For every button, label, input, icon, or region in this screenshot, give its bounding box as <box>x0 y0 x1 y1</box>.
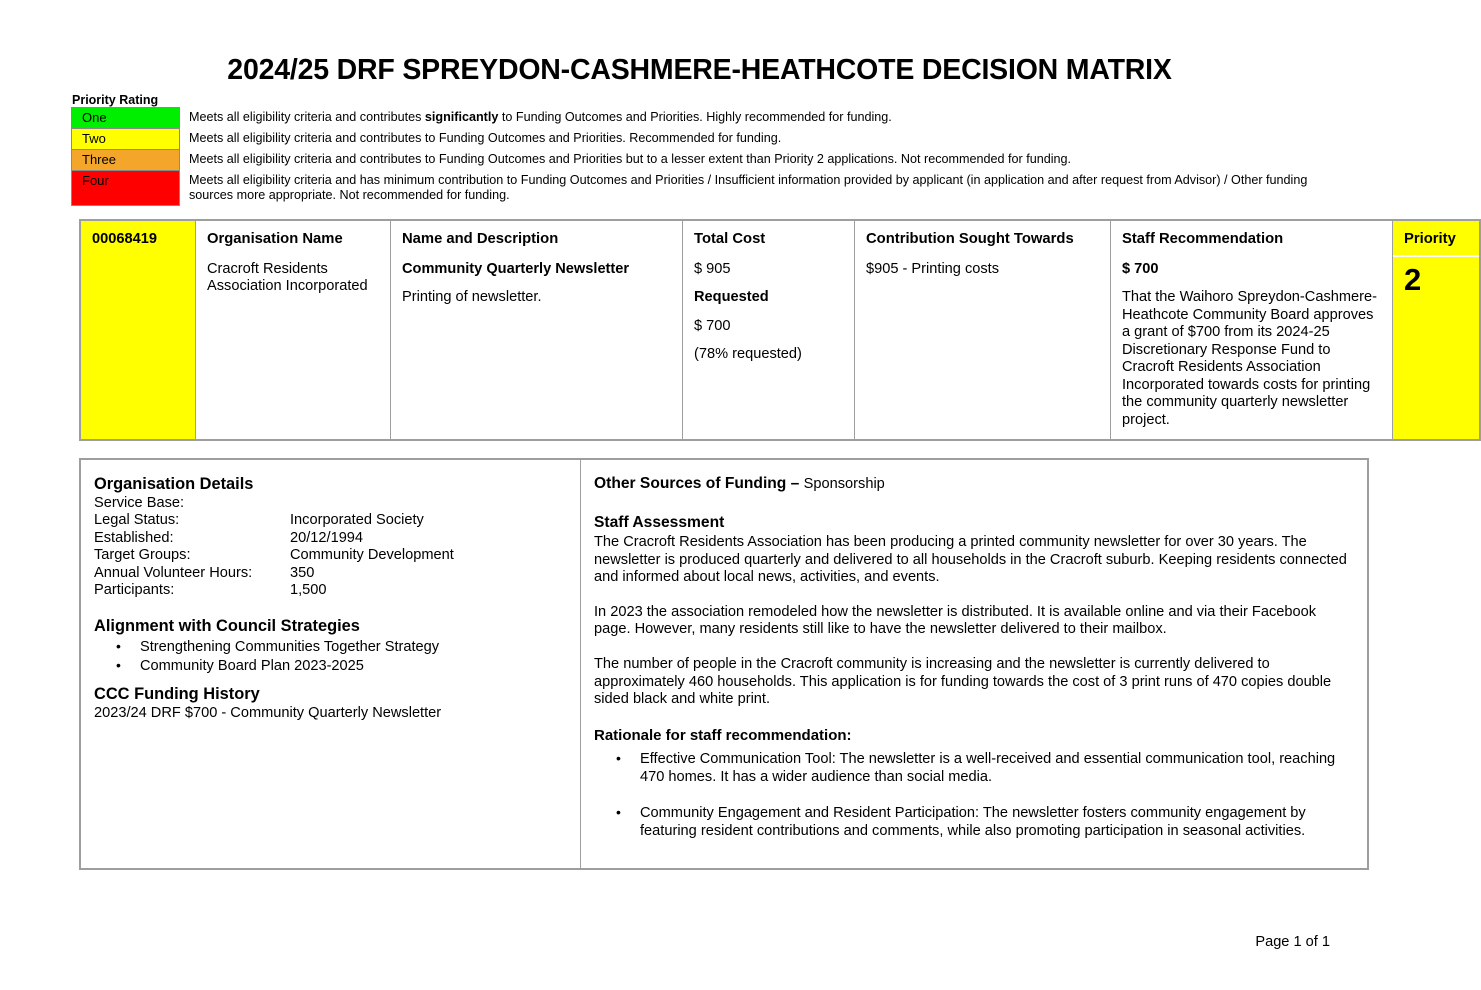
contribution-sought-cell <box>855 220 1111 440</box>
details-row <box>80 459 1368 869</box>
detail-row-established <box>94 530 454 547</box>
other-sources-value: Sponsorship <box>803 476 885 492</box>
priority-header: Priority <box>1393 221 1479 257</box>
legend-swatch-one: One <box>72 108 180 129</box>
detail-value-target-groups: Community Development <box>290 547 454 564</box>
priority-cell <box>1393 220 1481 440</box>
other-sources-heading <box>594 474 1354 494</box>
detail-value-legal-status: Incorporated Society <box>290 512 424 529</box>
detail-value-established: 20/12/1994 <box>290 529 364 546</box>
staff-assessment-paragraph-2: In 2023 the association remodeled how the newsletter is distributed. It is available online and via their Facebook page. However, many residents still like to have the newsletter delivered to their mailbox. <box>594 603 1317 638</box>
alignment-heading: Alignment with Council Strategies <box>94 617 360 636</box>
legend-desc-one-pre: Meets all eligibility criteria and contributes <box>189 109 425 124</box>
project-name-value: Community Quarterly Newsletter <box>402 260 630 277</box>
legend-description-two: Meets all eligibility criteria and contributes to Funding Outcomes and Priorities. Recommended for funding. <box>189 130 782 145</box>
list-item: • Community Board Plan 2023-2025 <box>116 657 567 676</box>
organisation-name-cell <box>196 220 391 440</box>
contribution-sought-header: Contribution Sought Towards <box>866 231 1074 247</box>
detail-key-established: Established: <box>94 529 174 546</box>
detail-row-volunteer-hours <box>94 565 454 582</box>
requested-percent: (78% requested) <box>694 346 802 362</box>
staff-recommendation-cell <box>1111 220 1393 440</box>
organisation-details-panel <box>80 459 581 869</box>
detail-value-participants: 1,500 <box>290 582 327 599</box>
total-cost-cell <box>683 220 855 440</box>
staff-recommendation-amount: $ 700 <box>1122 260 1159 277</box>
organisation-name-value: Cracroft Residents Association Incorporated <box>207 260 368 294</box>
organisation-name-header: Organisation Name <box>207 231 343 247</box>
detail-key-volunteer-hours: Annual Volunteer Hours: <box>94 564 253 581</box>
legend-row-two <box>72 129 1316 150</box>
alignment-list <box>94 638 567 675</box>
legend-row-one <box>72 108 1316 129</box>
total-cost-header: Total Cost <box>694 231 766 247</box>
application-details-table <box>79 458 1369 870</box>
total-cost-amount: $ 905 <box>694 260 731 277</box>
legend-desc-one-post: to Funding Outcomes and Priorities. Highly recommended for funding. <box>498 109 892 124</box>
detail-key-service-base: Service Base: <box>94 495 185 511</box>
page-title: 2024/25 DRF SPREYDON-CASHMERE-HEATHCOTE DECISION MATRIX <box>227 54 1172 86</box>
rationale-list <box>594 750 1354 841</box>
legend-description-three: Meets all eligibility criteria and contributes to Funding Outcomes and Priorities but to a lesser extent than Priority 2 applications. Not recommended for funding. <box>189 151 1072 166</box>
application-id-cell: 00068419 <box>80 220 196 440</box>
priority-rating-heading: Priority Rating <box>72 93 159 107</box>
detail-row-target-groups <box>94 547 454 564</box>
organisation-details-heading: Organisation Details <box>94 475 254 493</box>
name-description-header: Name and Description <box>402 231 559 247</box>
staff-recommendation-text: That the Waihoro Spreydon-Cashmere-Heathcote Community Board approves a grant of $700 from its 2024-25 Discretionary Response Fund to Cracroft Residents Association Incorporated towards costs for printing the community quarterly newsletter project. <box>1122 289 1377 428</box>
page-footer: Page 1 of 1 <box>1255 934 1330 950</box>
requested-amount: $ 700 <box>694 317 731 334</box>
detail-row-service-base <box>94 495 454 512</box>
list-item: • Effective Communication Tool: The newsletter is a well-received and essential communication tool, reaching 470 homes. It has a wider audience than social media. <box>616 750 1354 787</box>
priority-rating-legend <box>71 93 1316 206</box>
legend-swatch-two: Two <box>72 129 180 150</box>
project-description-value: Printing of newsletter. <box>402 289 542 305</box>
detail-key-participants: Participants: <box>94 582 175 599</box>
requested-label: Requested <box>694 289 769 305</box>
priority-rating-table <box>71 107 1316 206</box>
legend-row-three <box>72 150 1316 171</box>
detail-row-legal-status <box>94 512 454 529</box>
detail-value-volunteer-hours: 350 <box>290 564 315 581</box>
other-sources-label: Other Sources of Funding – <box>594 475 804 492</box>
organisation-details-fields <box>94 495 454 599</box>
legend-swatch-four: Four <box>72 171 180 206</box>
legend-swatch-three: Three <box>72 150 180 171</box>
name-description-cell <box>391 220 683 440</box>
list-item: • Strengthening Communities Together Strategy <box>116 638 567 657</box>
priority-value: 2 <box>1404 261 1422 297</box>
funding-history-heading: CCC Funding History <box>94 685 260 704</box>
staff-assessment-paragraph-1: The Cracroft Residents Association has been producing a printed community newsletter for over 30 years. The newsletter is produced quarterly and delivered to all households in the Cracroft suburb. Keeping residents connected and informed about local news, activities, and events. <box>594 534 1347 586</box>
legend-description-four: Meets all eligibility criteria and has minimum contribution to Funding Outcomes and Priorities / Insufficient information provided by applicant (in application and after request from Advisor) / Other funding sources more appropriate. Not recommended for funding. <box>189 172 1308 202</box>
detail-key-legal-status: Legal Status: <box>94 512 180 529</box>
detail-key-target-groups: Target Groups: <box>94 547 191 564</box>
funding-history-text: 2023/24 DRF $700 - Community Quarterly Newsletter <box>94 705 442 722</box>
detail-row-participants <box>94 582 454 599</box>
table-row <box>80 220 1480 440</box>
detail-value-service-base <box>290 495 454 512</box>
staff-assessment-paragraph-3: The number of people in the Cracroft community is increasing and the newsletter is currently delivered to approximately 460 households. This application is for funding towards the cost of 3 print runs of 470 copies double sided black and white print. <box>594 655 1332 708</box>
application-summary-table <box>79 219 1481 441</box>
legend-row-four <box>72 171 1316 206</box>
contribution-sought-value: $905 - Printing costs <box>866 260 1000 277</box>
rationale-heading: Rationale for staff recommendation: <box>594 726 852 744</box>
legend-desc-one-bold: significantly <box>424 109 499 124</box>
staff-recommendation-header: Staff Recommendation <box>1122 231 1284 247</box>
legend-description-one <box>180 108 1316 129</box>
list-item: • Community Engagement and Resident Participation: The newsletter fosters community engagement by featuring resident contributions and comments, while also promoting participation in seasonal activities. <box>616 804 1354 841</box>
staff-assessment-heading: Staff Assessment <box>594 514 725 531</box>
assessment-panel <box>581 459 1369 869</box>
